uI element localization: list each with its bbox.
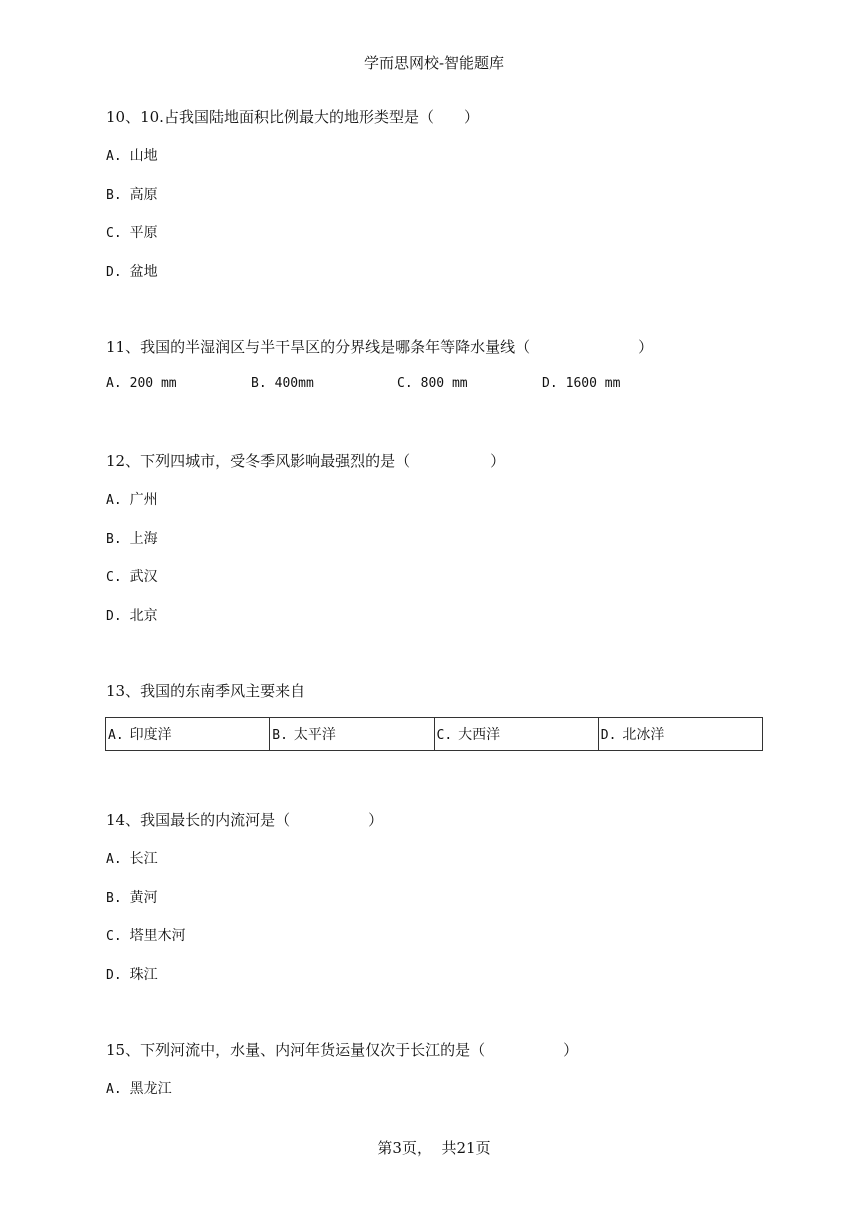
question-14-option-d: D. 珠江 <box>106 967 158 983</box>
question-13-stem <box>106 680 305 701</box>
question-15-stem <box>106 1039 578 1060</box>
page-header: 学而思网校-智能题库 <box>363 54 505 72</box>
page-number: 第3页， <box>377 1139 432 1157</box>
question-stem-text: 12、下列四城市，受冬季风影响最强烈的是（ <box>106 452 411 470</box>
close-paren: ） <box>490 452 506 470</box>
close-paren: ） <box>463 108 479 126</box>
question-15-option-a: A. 黑龙江 <box>106 1081 172 1097</box>
question-13-option-d: D. 北冰洋 <box>598 718 762 751</box>
question-10-option-b: B. 高原 <box>106 187 158 203</box>
close-paren: ） <box>563 1041 579 1059</box>
question-13-options-table <box>105 717 763 751</box>
question-13-option-a: A. 印度洋 <box>106 718 270 751</box>
question-stem-text: 14、我国最长的内流河是（ <box>106 811 291 829</box>
question-stem-text: 10、10.占我国陆地面积比例最大的地形类型是（ <box>106 108 434 126</box>
question-12-option-b: B. 上海 <box>106 531 158 547</box>
question-10-option-a: A. 山地 <box>106 148 158 164</box>
close-paren: ） <box>638 338 654 356</box>
question-12-option-c: C. 武汉 <box>106 569 158 585</box>
question-10-option-c: C. 平原 <box>106 225 158 241</box>
question-11-stem <box>106 336 653 357</box>
question-13-option-b: B. 太平洋 <box>270 718 434 751</box>
question-13-option-c: C. 大西洋 <box>434 718 598 751</box>
question-14-option-c: C. 塔里木河 <box>106 928 186 944</box>
question-11-option-c: C. 800 mm <box>397 376 468 391</box>
page-footer <box>0 1137 868 1158</box>
close-paren: ） <box>368 811 384 829</box>
question-stem-text: 13、我国的东南季风主要来自 <box>106 682 306 700</box>
question-14-option-a: A. 长江 <box>106 851 158 867</box>
question-stem-text: 15、下列河流中，水量、内河年货运量仅次于长江的是（ <box>106 1041 486 1059</box>
page-total: 共21页 <box>441 1139 491 1157</box>
question-14-option-b: B. 黄河 <box>106 890 158 906</box>
question-10-stem <box>106 106 479 127</box>
question-12-stem <box>106 450 505 471</box>
question-12-option-d: D. 北京 <box>106 608 158 624</box>
question-11-option-a: A. 200 mm <box>106 376 177 391</box>
question-11-option-b: B. 400mm <box>251 376 314 391</box>
question-11-option-d: D. 1600 mm <box>542 376 621 391</box>
question-14-stem <box>106 809 383 830</box>
question-10-option-d: D. 盆地 <box>106 264 158 280</box>
question-12-option-a: A. 广州 <box>106 492 158 508</box>
question-stem-text: 11、我国的半湿润区与半干旱区的分界线是哪条年等降水量线（ <box>106 338 531 356</box>
